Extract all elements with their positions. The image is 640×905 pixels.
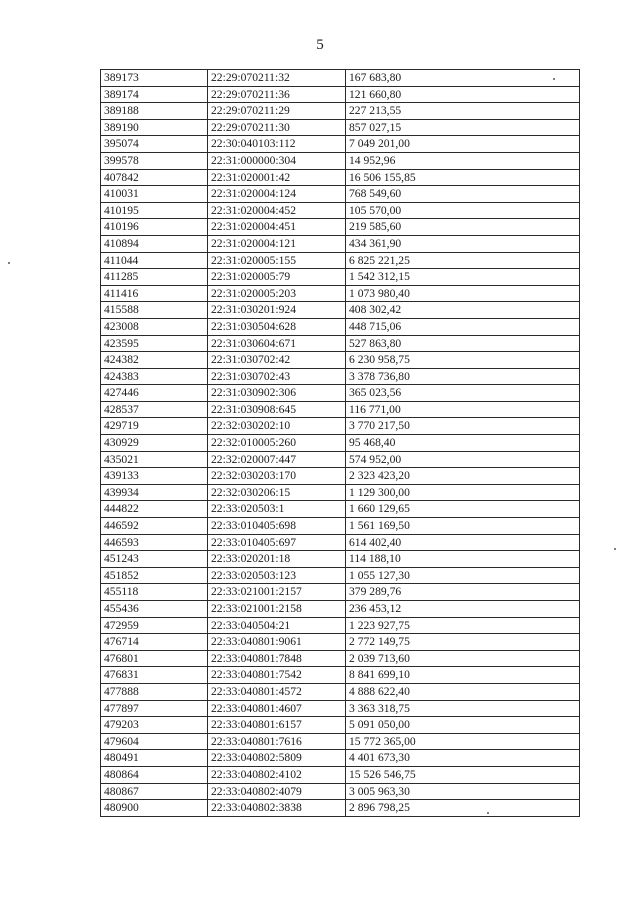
value-cell: 236 453,12: [346, 601, 580, 618]
cadastral-number-cell: 22:33:010405:698: [208, 518, 346, 535]
row-id-cell: 479604: [101, 733, 208, 750]
table-row: [101, 435, 580, 452]
cadastral-number-cell: 22:33:040801:6157: [208, 717, 346, 734]
data-table: [100, 69, 580, 817]
value-cell: 15 526 546,75: [346, 766, 580, 783]
row-id-cell: 446592: [101, 518, 208, 535]
row-id-cell: 399578: [101, 152, 208, 169]
table-row: [101, 103, 580, 120]
table-row: [101, 650, 580, 667]
row-id-cell: 476831: [101, 667, 208, 684]
row-id-cell: 430929: [101, 435, 208, 452]
table-row: [101, 733, 580, 750]
row-id-cell: 439934: [101, 484, 208, 501]
table-row: [101, 634, 580, 651]
row-id-cell: 423008: [101, 318, 208, 335]
table-row: [101, 584, 580, 601]
scan-speck: [8, 262, 10, 264]
value-cell: 857 027,15: [346, 119, 580, 136]
table-row: [101, 285, 580, 302]
cadastral-number-cell: 22:33:040801:4572: [208, 683, 346, 700]
value-cell: 1 055 127,30: [346, 567, 580, 584]
row-id-cell: 480491: [101, 750, 208, 767]
table-row: [101, 352, 580, 369]
cadastral-number-cell: 22:31:020004:124: [208, 186, 346, 203]
row-id-cell: 410196: [101, 219, 208, 236]
cadastral-number-cell: 22:33:040802:4079: [208, 783, 346, 800]
value-cell: 114 188,10: [346, 551, 580, 568]
cadastral-number-cell: 22:31:020005:79: [208, 269, 346, 286]
value-cell: 527 863,80: [346, 335, 580, 352]
table-row: [101, 617, 580, 634]
table-row: [101, 202, 580, 219]
cadastral-number-cell: 22:33:040802:5809: [208, 750, 346, 767]
row-id-cell: 424382: [101, 352, 208, 369]
table-row: [101, 750, 580, 767]
cadastral-number-cell: 22:29:070211:29: [208, 103, 346, 120]
row-id-cell: 472959: [101, 617, 208, 634]
table-row: [101, 219, 580, 236]
table-row: [101, 119, 580, 136]
row-id-cell: 411416: [101, 285, 208, 302]
value-cell: 1 660 129,65: [346, 501, 580, 518]
table-row: [101, 468, 580, 485]
row-id-cell: 410894: [101, 235, 208, 252]
row-id-cell: 423595: [101, 335, 208, 352]
cadastral-number-cell: 22:31:030702:42: [208, 352, 346, 369]
cadastral-number-cell: 22:33:040802:3838: [208, 800, 346, 817]
value-cell: 116 771,00: [346, 401, 580, 418]
value-cell: 227 213,55: [346, 103, 580, 120]
cadastral-number-cell: 22:33:040801:9061: [208, 634, 346, 651]
table-row: [101, 136, 580, 153]
value-cell: 2 896 798,25: [346, 800, 580, 817]
value-cell: 95 468,40: [346, 435, 580, 452]
cadastral-number-cell: 22:33:021001:2157: [208, 584, 346, 601]
cadastral-number-cell: 22:33:040504:21: [208, 617, 346, 634]
value-cell: 1 223 927,75: [346, 617, 580, 634]
table-row: [101, 534, 580, 551]
value-cell: 408 302,42: [346, 302, 580, 319]
table-row: [101, 700, 580, 717]
row-id-cell: 477897: [101, 700, 208, 717]
cadastral-number-cell: 22:31:020001:42: [208, 169, 346, 186]
value-cell: 1 073 980,40: [346, 285, 580, 302]
table-row: [101, 451, 580, 468]
table-row: [101, 169, 580, 186]
value-cell: 574 952,00: [346, 451, 580, 468]
row-id-cell: 446593: [101, 534, 208, 551]
row-id-cell: 479203: [101, 717, 208, 734]
row-id-cell: 476801: [101, 650, 208, 667]
cadastral-number-cell: 22:31:030201:924: [208, 302, 346, 319]
row-id-cell: 451243: [101, 551, 208, 568]
value-cell: 3 770 217,50: [346, 418, 580, 435]
value-cell: 16 506 155,85: [346, 169, 580, 186]
table-row: [101, 368, 580, 385]
cadastral-number-cell: 22:31:020004:452: [208, 202, 346, 219]
value-cell: 1 129 300,00: [346, 484, 580, 501]
value-cell: 365 023,56: [346, 385, 580, 402]
value-cell: 167 683,80: [346, 70, 580, 87]
value-cell: 3 363 318,75: [346, 700, 580, 717]
table-row: [101, 418, 580, 435]
table-row: [101, 667, 580, 684]
cadastral-number-cell: 22:29:070211:36: [208, 86, 346, 103]
scan-speck: [487, 812, 489, 814]
value-cell: 768 549,60: [346, 186, 580, 203]
value-cell: 1 542 312,15: [346, 269, 580, 286]
table-row: [101, 401, 580, 418]
table-body: [101, 70, 580, 817]
cadastral-number-cell: 22:33:020503:1: [208, 501, 346, 518]
row-id-cell: 389190: [101, 119, 208, 136]
table-row: [101, 766, 580, 783]
table-row: [101, 152, 580, 169]
value-cell: 3 005 963,30: [346, 783, 580, 800]
cadastral-number-cell: 22:32:010005:260: [208, 435, 346, 452]
cadastral-number-cell: 22:33:020503:123: [208, 567, 346, 584]
cadastral-number-cell: 22:31:030702:43: [208, 368, 346, 385]
table-row: [101, 717, 580, 734]
row-id-cell: 410195: [101, 202, 208, 219]
cadastral-number-cell: 22:33:040802:4102: [208, 766, 346, 783]
row-id-cell: 439133: [101, 468, 208, 485]
row-id-cell: 407842: [101, 169, 208, 186]
value-cell: 14 952,96: [346, 152, 580, 169]
table-row: [101, 800, 580, 817]
row-id-cell: 389174: [101, 86, 208, 103]
row-id-cell: 477888: [101, 683, 208, 700]
table-row: [101, 683, 580, 700]
row-id-cell: 395074: [101, 136, 208, 153]
row-id-cell: 480864: [101, 766, 208, 783]
row-id-cell: 444822: [101, 501, 208, 518]
cadastral-number-cell: 22:31:020005:203: [208, 285, 346, 302]
cadastral-number-cell: 22:30:040103:112: [208, 136, 346, 153]
cadastral-number-cell: 22:33:040801:7542: [208, 667, 346, 684]
table-row: [101, 86, 580, 103]
cadastral-number-cell: 22:31:020004:121: [208, 235, 346, 252]
cadastral-number-cell: 22:31:030908:645: [208, 401, 346, 418]
value-cell: 105 570,00: [346, 202, 580, 219]
row-id-cell: 455436: [101, 601, 208, 618]
row-id-cell: 411044: [101, 252, 208, 269]
cadastral-number-cell: 22:31:020005:155: [208, 252, 346, 269]
table-row: [101, 302, 580, 319]
row-id-cell: 415588: [101, 302, 208, 319]
value-cell: 434 361,90: [346, 235, 580, 252]
row-id-cell: 427446: [101, 385, 208, 402]
value-cell: 4 401 673,30: [346, 750, 580, 767]
value-cell: 5 091 050,00: [346, 717, 580, 734]
row-id-cell: 435021: [101, 451, 208, 468]
table-row: [101, 501, 580, 518]
cadastral-number-cell: 22:33:020201:18: [208, 551, 346, 568]
row-id-cell: 411285: [101, 269, 208, 286]
row-id-cell: 480867: [101, 783, 208, 800]
table-row: [101, 186, 580, 203]
cadastral-number-cell: 22:31:020004:451: [208, 219, 346, 236]
table-row: [101, 235, 580, 252]
value-cell: 6 825 221,25: [346, 252, 580, 269]
cadastral-number-cell: 22:33:040801:7616: [208, 733, 346, 750]
value-cell: 219 585,60: [346, 219, 580, 236]
table-row: [101, 70, 580, 87]
value-cell: 15 772 365,00: [346, 733, 580, 750]
row-id-cell: 389173: [101, 70, 208, 87]
row-id-cell: 455118: [101, 584, 208, 601]
table-row: [101, 335, 580, 352]
table-row: [101, 484, 580, 501]
value-cell: 2 323 423,20: [346, 468, 580, 485]
value-cell: 3 378 736,80: [346, 368, 580, 385]
cadastral-number-cell: 22:33:010405:697: [208, 534, 346, 551]
row-id-cell: 451852: [101, 567, 208, 584]
table-row: [101, 252, 580, 269]
row-id-cell: 410031: [101, 186, 208, 203]
table-row: [101, 269, 580, 286]
page-number: 5: [316, 37, 324, 53]
cadastral-number-cell: 22:31:030504:628: [208, 318, 346, 335]
cadastral-number-cell: 22:33:040801:7848: [208, 650, 346, 667]
row-id-cell: 429719: [101, 418, 208, 435]
row-id-cell: 389188: [101, 103, 208, 120]
row-id-cell: 480900: [101, 800, 208, 817]
table-row: [101, 318, 580, 335]
cadastral-number-cell: 22:29:070211:30: [208, 119, 346, 136]
cadastral-number-cell: 22:33:021001:2158: [208, 601, 346, 618]
value-cell: 7 049 201,00: [346, 136, 580, 153]
row-id-cell: 476714: [101, 634, 208, 651]
cadastral-number-cell: 22:33:040801:4607: [208, 700, 346, 717]
table-row: [101, 567, 580, 584]
value-cell: 2 039 713,60: [346, 650, 580, 667]
value-cell: 6 230 958,75: [346, 352, 580, 369]
row-id-cell: 428537: [101, 401, 208, 418]
cadastral-number-cell: 22:32:030202:10: [208, 418, 346, 435]
cadastral-number-cell: 22:29:070211:32: [208, 70, 346, 87]
cadastral-number-cell: 22:32:030203:170: [208, 468, 346, 485]
table-row: [101, 385, 580, 402]
value-cell: 4 888 622,40: [346, 683, 580, 700]
value-cell: 2 772 149,75: [346, 634, 580, 651]
value-cell: 448 715,06: [346, 318, 580, 335]
cadastral-number-cell: 22:31:000000:304: [208, 152, 346, 169]
cadastral-number-cell: 22:32:030206:15: [208, 484, 346, 501]
scan-speck: [553, 78, 555, 80]
value-cell: 121 660,80: [346, 86, 580, 103]
scan-speck: [614, 548, 616, 550]
row-id-cell: 424383: [101, 368, 208, 385]
value-cell: 1 561 169,50: [346, 518, 580, 535]
value-cell: 614 402,40: [346, 534, 580, 551]
value-cell: 379 289,76: [346, 584, 580, 601]
table-row: [101, 783, 580, 800]
table-row: [101, 551, 580, 568]
table-row: [101, 518, 580, 535]
table-row: [101, 601, 580, 618]
value-cell: 8 841 699,10: [346, 667, 580, 684]
cadastral-number-cell: 22:31:030604:671: [208, 335, 346, 352]
cadastral-number-cell: 22:32:020007:447: [208, 451, 346, 468]
cadastral-number-cell: 22:31:030902:306: [208, 385, 346, 402]
